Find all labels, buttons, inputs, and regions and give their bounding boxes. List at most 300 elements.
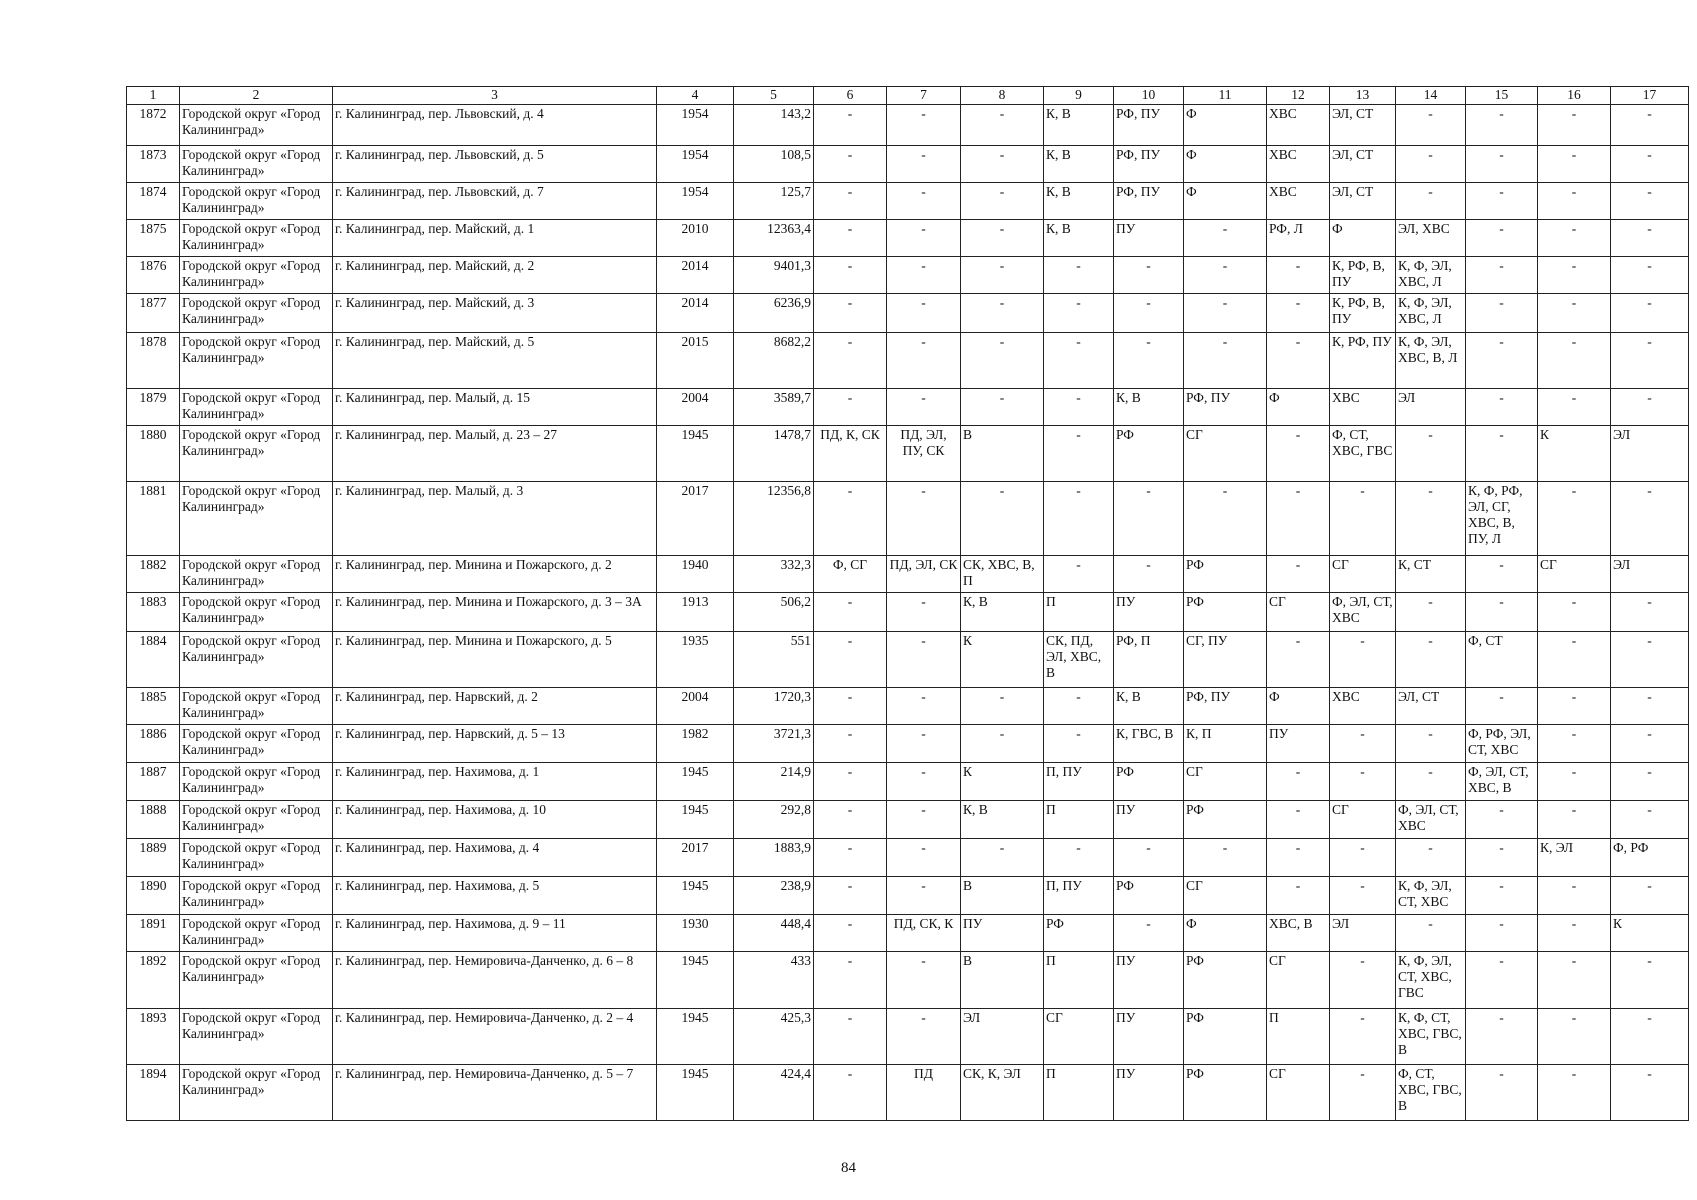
cell-col-15: - [1466, 220, 1538, 257]
table-row [127, 632, 1689, 688]
table-row [127, 294, 1689, 333]
cell-col-5: 214,9 [734, 763, 814, 801]
cell-col-12: СГ [1267, 1065, 1330, 1121]
cell-col-11: СГ [1184, 877, 1267, 915]
column-header-17: 17 [1611, 87, 1689, 105]
cell-col-2: Городской округ «Город Калининград» [180, 593, 333, 632]
cell-col-6: - [814, 183, 887, 220]
cell-col-7: - [887, 632, 961, 688]
cell-col-12: ХВС [1267, 146, 1330, 183]
cell-col-17: - [1611, 183, 1689, 220]
cell-col-12: - [1267, 839, 1330, 877]
column-header-5: 5 [734, 87, 814, 105]
cell-col-1: 1878 [127, 333, 180, 389]
cell-col-17: - [1611, 1009, 1689, 1065]
cell-col-13: ЭЛ [1330, 915, 1396, 952]
cell-col-9: П [1044, 952, 1114, 1009]
cell-col-2: Городской округ «Город Калининград» [180, 763, 333, 801]
cell-col-8: К, В [961, 593, 1044, 632]
cell-col-12: ПУ [1267, 725, 1330, 763]
cell-col-16: - [1538, 688, 1611, 725]
cell-col-12: ХВС, В [1267, 915, 1330, 952]
cell-col-9: К, В [1044, 183, 1114, 220]
cell-col-6: - [814, 333, 887, 389]
cell-col-5: 108,5 [734, 146, 814, 183]
table-row [127, 183, 1689, 220]
cell-col-6: ПД, К, СК [814, 426, 887, 482]
cell-col-17: - [1611, 952, 1689, 1009]
cell-col-12: Ф [1267, 389, 1330, 426]
cell-col-3: г. Калининград, пер. Львовский, д. 4 [333, 105, 657, 146]
cell-col-11: Ф [1184, 146, 1267, 183]
cell-col-6: - [814, 220, 887, 257]
cell-col-17: - [1611, 105, 1689, 146]
cell-col-3: г. Калининград, пер. Нарвский, д. 2 [333, 688, 657, 725]
cell-col-12: - [1267, 482, 1330, 556]
cell-col-4: 1913 [657, 593, 734, 632]
cell-col-1: 1890 [127, 877, 180, 915]
cell-col-9: К, В [1044, 105, 1114, 146]
cell-col-17: - [1611, 220, 1689, 257]
cell-col-12: - [1267, 877, 1330, 915]
cell-col-3: г. Калининград, пер. Нарвский, д. 5 – 13 [333, 725, 657, 763]
cell-col-1: 1881 [127, 482, 180, 556]
cell-col-8: К [961, 763, 1044, 801]
cell-col-3: г. Калининград, пер. Немировича-Данченко, д. 2 – 4 [333, 1009, 657, 1065]
cell-col-2: Городской округ «Город Калининград» [180, 688, 333, 725]
cell-col-1: 1877 [127, 294, 180, 333]
cell-col-2: Городской округ «Город Калининград» [180, 482, 333, 556]
cell-col-11: РФ [1184, 801, 1267, 839]
cell-col-8: - [961, 839, 1044, 877]
cell-col-4: 2010 [657, 220, 734, 257]
cell-col-4: 1945 [657, 1009, 734, 1065]
cell-col-6: - [814, 482, 887, 556]
cell-col-5: 125,7 [734, 183, 814, 220]
cell-col-13: - [1330, 877, 1396, 915]
cell-col-15: - [1466, 952, 1538, 1009]
table-row [127, 877, 1689, 915]
cell-col-13: ЭЛ, СТ [1330, 105, 1396, 146]
cell-col-15: - [1466, 426, 1538, 482]
cell-col-1: 1879 [127, 389, 180, 426]
cell-col-5: 9401,3 [734, 257, 814, 294]
cell-col-9: РФ [1044, 915, 1114, 952]
cell-col-5: 425,3 [734, 1009, 814, 1065]
cell-col-1: 1892 [127, 952, 180, 1009]
cell-col-4: 1954 [657, 146, 734, 183]
cell-col-9: П [1044, 1065, 1114, 1121]
cell-col-4: 1945 [657, 801, 734, 839]
cell-col-15: Ф, ЭЛ, СТ, ХВС, В [1466, 763, 1538, 801]
cell-col-7: - [887, 333, 961, 389]
cell-col-1: 1876 [127, 257, 180, 294]
cell-col-16: - [1538, 389, 1611, 426]
cell-col-16: - [1538, 763, 1611, 801]
cell-col-9: П, ПУ [1044, 877, 1114, 915]
column-header-14: 14 [1396, 87, 1466, 105]
cell-col-9: П [1044, 801, 1114, 839]
cell-col-7: - [887, 220, 961, 257]
cell-col-15: - [1466, 915, 1538, 952]
cell-col-8: - [961, 688, 1044, 725]
cell-col-4: 1954 [657, 105, 734, 146]
cell-col-14: К, Ф, ЭЛ, ХВС, Л [1396, 257, 1466, 294]
cell-col-13: - [1330, 725, 1396, 763]
cell-col-6: - [814, 725, 887, 763]
cell-col-14: К, Ф, ЭЛ, СТ, ХВС [1396, 877, 1466, 915]
cell-col-13: ЭЛ, СТ [1330, 183, 1396, 220]
cell-col-3: г. Калининград, пер. Минина и Пожарского, д. 3 – 3А [333, 593, 657, 632]
cell-col-15: - [1466, 556, 1538, 593]
cell-col-4: 2017 [657, 839, 734, 877]
cell-col-2: Городской округ «Город Калининград» [180, 1009, 333, 1065]
cell-col-15: Ф, СТ [1466, 632, 1538, 688]
cell-col-15: К, Ф, РФ, ЭЛ, СГ, ХВС, В, ПУ, Л [1466, 482, 1538, 556]
cell-col-13: - [1330, 482, 1396, 556]
cell-col-16: К, ЭЛ [1538, 839, 1611, 877]
cell-col-1: 1873 [127, 146, 180, 183]
cell-col-2: Городской округ «Город Калининград» [180, 632, 333, 688]
cell-col-13: ХВС [1330, 688, 1396, 725]
cell-col-15: - [1466, 877, 1538, 915]
cell-col-12: - [1267, 556, 1330, 593]
cell-col-11: РФ [1184, 952, 1267, 1009]
cell-col-16: - [1538, 183, 1611, 220]
cell-col-6: - [814, 763, 887, 801]
cell-col-4: 1945 [657, 877, 734, 915]
cell-col-2: Городской округ «Город Калининград» [180, 839, 333, 877]
cell-col-3: г. Калининград, пер. Майский, д. 3 [333, 294, 657, 333]
cell-col-7: ПД, ЭЛ, ПУ, СК [887, 426, 961, 482]
cell-col-3: г. Калининград, пер. Нахимова, д. 5 [333, 877, 657, 915]
table-row [127, 146, 1689, 183]
cell-col-14: Ф, ЭЛ, СТ, ХВС [1396, 801, 1466, 839]
cell-col-16: - [1538, 632, 1611, 688]
cell-col-8: ЭЛ [961, 1009, 1044, 1065]
cell-col-11: РФ, ПУ [1184, 389, 1267, 426]
cell-col-16: - [1538, 220, 1611, 257]
cell-col-9: - [1044, 556, 1114, 593]
cell-col-13: Ф, СТ, ХВС, ГВС [1330, 426, 1396, 482]
cell-col-14: К, Ф, ЭЛ, СТ, ХВС, ГВС [1396, 952, 1466, 1009]
cell-col-10: РФ [1114, 877, 1184, 915]
cell-col-3: г. Калининград, пер. Львовский, д. 7 [333, 183, 657, 220]
cell-col-8: - [961, 220, 1044, 257]
cell-col-8: СК, К, ЭЛ [961, 1065, 1044, 1121]
cell-col-10: - [1114, 333, 1184, 389]
cell-col-9: - [1044, 426, 1114, 482]
cell-col-15: - [1466, 389, 1538, 426]
cell-col-5: 3721,3 [734, 725, 814, 763]
cell-col-6: - [814, 952, 887, 1009]
cell-col-8: В [961, 952, 1044, 1009]
cell-col-17: ЭЛ [1611, 426, 1689, 482]
cell-col-1: 1889 [127, 839, 180, 877]
cell-col-2: Городской округ «Город Калининград» [180, 333, 333, 389]
cell-col-13: Ф [1330, 220, 1396, 257]
cell-col-6: - [814, 877, 887, 915]
cell-col-8: - [961, 294, 1044, 333]
cell-col-3: г. Калининград, пер. Малый, д. 3 [333, 482, 657, 556]
column-header-10: 10 [1114, 87, 1184, 105]
cell-col-6: - [814, 632, 887, 688]
table-row [127, 839, 1689, 877]
cell-col-1: 1888 [127, 801, 180, 839]
table-row [127, 1065, 1689, 1121]
cell-col-1: 1880 [127, 426, 180, 482]
cell-col-9: - [1044, 294, 1114, 333]
cell-col-3: г. Калининград, пер. Минина и Пожарского, д. 5 [333, 632, 657, 688]
cell-col-6: Ф, СГ [814, 556, 887, 593]
column-header-9: 9 [1044, 87, 1114, 105]
cell-col-4: 2017 [657, 482, 734, 556]
cell-col-14: - [1396, 426, 1466, 482]
cell-col-17: - [1611, 801, 1689, 839]
column-header-4: 4 [657, 87, 734, 105]
cell-col-5: 143,2 [734, 105, 814, 146]
cell-col-8: В [961, 426, 1044, 482]
cell-col-9: - [1044, 482, 1114, 556]
cell-col-2: Городской округ «Город Калининград» [180, 389, 333, 426]
cell-col-5: 506,2 [734, 593, 814, 632]
cell-col-10: ПУ [1114, 952, 1184, 1009]
cell-col-2: Городской округ «Город Калининград» [180, 915, 333, 952]
cell-col-10: К, ГВС, В [1114, 725, 1184, 763]
cell-col-16: - [1538, 1065, 1611, 1121]
cell-col-7: - [887, 801, 961, 839]
cell-col-1: 1882 [127, 556, 180, 593]
cell-col-9: - [1044, 725, 1114, 763]
cell-col-17: - [1611, 593, 1689, 632]
column-header-1: 1 [127, 87, 180, 105]
cell-col-13: - [1330, 1009, 1396, 1065]
cell-col-17: Ф, РФ [1611, 839, 1689, 877]
cell-col-14: - [1396, 593, 1466, 632]
cell-col-17: - [1611, 1065, 1689, 1121]
cell-col-11: РФ [1184, 1065, 1267, 1121]
cell-col-15: - [1466, 183, 1538, 220]
cell-col-11: - [1184, 294, 1267, 333]
cell-col-12: - [1267, 257, 1330, 294]
cell-col-13: Ф, ЭЛ, СТ, ХВС [1330, 593, 1396, 632]
cell-col-2: Городской округ «Город Калининград» [180, 725, 333, 763]
cell-col-7: - [887, 593, 961, 632]
cell-col-15: - [1466, 801, 1538, 839]
cell-col-16: - [1538, 105, 1611, 146]
column-number-header [127, 87, 1689, 105]
cell-col-10: К, В [1114, 389, 1184, 426]
table-row [127, 426, 1689, 482]
cell-col-2: Городской округ «Город Калининград» [180, 1065, 333, 1121]
cell-col-8: - [961, 183, 1044, 220]
cell-col-7: - [887, 389, 961, 426]
cell-col-10: РФ, ПУ [1114, 183, 1184, 220]
cell-col-14: ЭЛ, ХВС [1396, 220, 1466, 257]
cell-col-12: - [1267, 763, 1330, 801]
cell-col-17: - [1611, 688, 1689, 725]
cell-col-14: Ф, СТ, ХВС, ГВС, В [1396, 1065, 1466, 1121]
cell-col-5: 12363,4 [734, 220, 814, 257]
cell-col-13: К, РФ, В, ПУ [1330, 294, 1396, 333]
table-row [127, 482, 1689, 556]
cell-col-13: - [1330, 632, 1396, 688]
cell-col-17: - [1611, 763, 1689, 801]
cell-col-13: ЭЛ, СТ [1330, 146, 1396, 183]
cell-col-15: - [1466, 839, 1538, 877]
cell-col-1: 1887 [127, 763, 180, 801]
cell-col-15: - [1466, 688, 1538, 725]
cell-col-6: - [814, 839, 887, 877]
table-row [127, 725, 1689, 763]
page-number: 84 [841, 1160, 856, 1176]
cell-col-16: - [1538, 333, 1611, 389]
cell-col-1: 1894 [127, 1065, 180, 1121]
cell-col-11: К, П [1184, 725, 1267, 763]
table-row [127, 1009, 1689, 1065]
cell-col-12: П [1267, 1009, 1330, 1065]
cell-col-5: 6236,9 [734, 294, 814, 333]
cell-col-17: - [1611, 632, 1689, 688]
cell-col-3: г. Калининград, пер. Нахимова, д. 10 [333, 801, 657, 839]
cell-col-5: 292,8 [734, 801, 814, 839]
cell-col-5: 1720,3 [734, 688, 814, 725]
cell-col-15: - [1466, 257, 1538, 294]
cell-col-12: Ф [1267, 688, 1330, 725]
cell-col-11: СГ [1184, 426, 1267, 482]
cell-col-10: - [1114, 556, 1184, 593]
cell-col-10: РФ [1114, 763, 1184, 801]
cell-col-4: 1935 [657, 632, 734, 688]
cell-col-11: СГ [1184, 763, 1267, 801]
cell-col-13: СГ [1330, 801, 1396, 839]
cell-col-17: - [1611, 294, 1689, 333]
cell-col-12: - [1267, 426, 1330, 482]
cell-col-7: - [887, 294, 961, 333]
cell-col-9: - [1044, 389, 1114, 426]
cell-col-2: Городской округ «Город Калининград» [180, 952, 333, 1009]
column-header-3: 3 [333, 87, 657, 105]
cell-col-10: ПУ [1114, 1009, 1184, 1065]
cell-col-7: - [887, 839, 961, 877]
cell-col-8: - [961, 257, 1044, 294]
table-row [127, 801, 1689, 839]
cell-col-3: г. Калининград, пер. Львовский, д. 5 [333, 146, 657, 183]
cell-col-2: Городской округ «Город Калининград» [180, 257, 333, 294]
cell-col-10: - [1114, 915, 1184, 952]
cell-col-1: 1875 [127, 220, 180, 257]
cell-col-16: К [1538, 426, 1611, 482]
table-row [127, 105, 1689, 146]
cell-col-7: - [887, 105, 961, 146]
cell-col-14: ЭЛ [1396, 389, 1466, 426]
cell-col-7: - [887, 482, 961, 556]
cell-col-2: Городской округ «Город Калининград» [180, 294, 333, 333]
cell-col-5: 433 [734, 952, 814, 1009]
cell-col-6: - [814, 389, 887, 426]
cell-col-5: 424,4 [734, 1065, 814, 1121]
cell-col-14: - [1396, 763, 1466, 801]
cell-col-10: - [1114, 482, 1184, 556]
table-row [127, 257, 1689, 294]
table-row [127, 220, 1689, 257]
cell-col-17: - [1611, 877, 1689, 915]
cell-col-7: - [887, 257, 961, 294]
cell-col-7: - [887, 1009, 961, 1065]
cell-col-10: РФ, П [1114, 632, 1184, 688]
cell-col-9: - [1044, 688, 1114, 725]
cell-col-11: РФ, ПУ [1184, 688, 1267, 725]
cell-col-6: - [814, 146, 887, 183]
cell-col-8: ПУ [961, 915, 1044, 952]
cell-col-17: - [1611, 257, 1689, 294]
table-row [127, 763, 1689, 801]
cell-col-12: ХВС [1267, 105, 1330, 146]
cell-col-15: Ф, РФ, ЭЛ, СТ, ХВС [1466, 725, 1538, 763]
cell-col-14: К, Ф, СТ, ХВС, ГВС, В [1396, 1009, 1466, 1065]
cell-col-10: РФ [1114, 426, 1184, 482]
cell-col-14: - [1396, 482, 1466, 556]
cell-col-2: Городской округ «Город Калининград» [180, 877, 333, 915]
table-row [127, 389, 1689, 426]
column-header-7: 7 [887, 87, 961, 105]
cell-col-9: СГ [1044, 1009, 1114, 1065]
cell-col-3: г. Калининград, пер. Нахимова, д. 4 [333, 839, 657, 877]
cell-col-1: 1885 [127, 688, 180, 725]
cell-col-7: - [887, 877, 961, 915]
cell-col-11: Ф [1184, 105, 1267, 146]
cell-col-6: - [814, 593, 887, 632]
cell-col-10: РФ, ПУ [1114, 105, 1184, 146]
cell-col-1: 1893 [127, 1009, 180, 1065]
cell-col-15: - [1466, 294, 1538, 333]
cell-col-12: ХВС [1267, 183, 1330, 220]
cell-col-4: 2004 [657, 688, 734, 725]
cell-col-10: К, В [1114, 688, 1184, 725]
cell-col-16: - [1538, 257, 1611, 294]
cell-col-15: - [1466, 333, 1538, 389]
column-header-15: 15 [1466, 87, 1538, 105]
cell-col-11: - [1184, 839, 1267, 877]
cell-col-17: - [1611, 333, 1689, 389]
cell-col-17: ЭЛ [1611, 556, 1689, 593]
cell-col-6: - [814, 257, 887, 294]
table-row [127, 556, 1689, 593]
cell-col-16: - [1538, 801, 1611, 839]
table-row [127, 333, 1689, 389]
table-row [127, 688, 1689, 725]
cell-col-4: 2004 [657, 389, 734, 426]
cell-col-10: - [1114, 257, 1184, 294]
cell-col-12: - [1267, 632, 1330, 688]
cell-col-2: Городской округ «Город Калининград» [180, 220, 333, 257]
cell-col-11: - [1184, 257, 1267, 294]
cell-col-9: К, В [1044, 220, 1114, 257]
cell-col-14: - [1396, 105, 1466, 146]
cell-col-2: Городской округ «Город Калининград» [180, 426, 333, 482]
cell-col-5: 551 [734, 632, 814, 688]
cell-col-5: 1883,9 [734, 839, 814, 877]
cell-col-15: - [1466, 1065, 1538, 1121]
cell-col-14: - [1396, 839, 1466, 877]
cell-col-3: г. Калининград, пер. Малый, д. 23 – 27 [333, 426, 657, 482]
cell-col-12: РФ, Л [1267, 220, 1330, 257]
cell-col-2: Городской округ «Город Калининград» [180, 556, 333, 593]
cell-col-13: К, РФ, ПУ [1330, 333, 1396, 389]
cell-col-14: - [1396, 146, 1466, 183]
cell-col-13: - [1330, 763, 1396, 801]
cell-col-7: - [887, 688, 961, 725]
